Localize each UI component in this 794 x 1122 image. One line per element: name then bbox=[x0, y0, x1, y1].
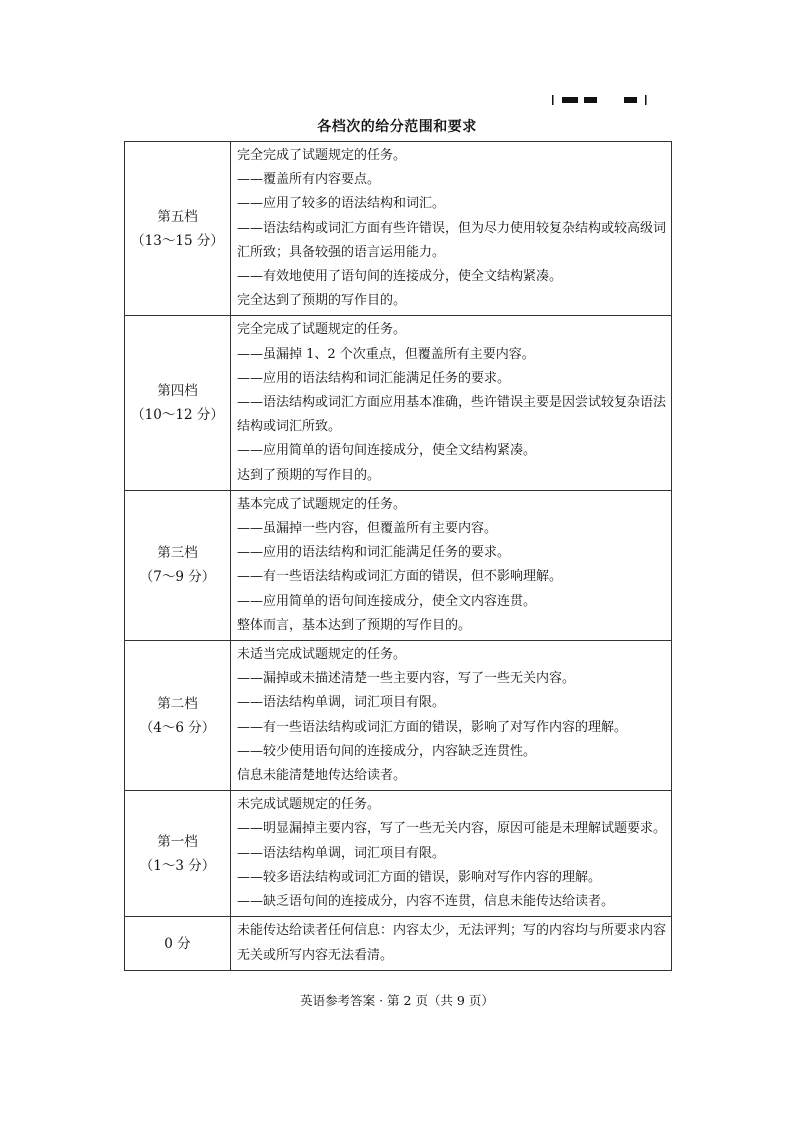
rubric-row-level-0 bbox=[125, 917, 672, 970]
level-description bbox=[231, 917, 672, 970]
description-line: 未适当完成试题规定的任务。 bbox=[237, 647, 407, 663]
level-cell bbox=[125, 142, 231, 316]
description-line: 完全完成了试题规定的任务。 bbox=[237, 322, 407, 338]
rubric-row-level-3 bbox=[125, 490, 672, 640]
level-cell bbox=[125, 490, 231, 640]
description-line: ——应用了较多的语法结构和词汇。 bbox=[237, 196, 446, 212]
description-line: ——漏掉或未描述清楚一些主要内容，写了一些无关内容。 bbox=[237, 671, 576, 687]
level-name: 第一档 bbox=[157, 833, 198, 850]
description-line: ——应用简单的语句间连接成分，使全文结构紧凑。 bbox=[237, 443, 537, 459]
description-line: 未能传达给读者任何信息：内容太少，无法评判；写的内容均与所要求内容无关或所写内容无法看清。 bbox=[237, 923, 667, 963]
description-line: ——较少使用语句间的连接成分，内容缺乏连贯性。 bbox=[237, 743, 537, 759]
level-name: 第四档 bbox=[157, 383, 198, 400]
level-score-range: （1～3 分） bbox=[139, 857, 216, 874]
rubric-row-level-5 bbox=[125, 142, 672, 316]
description-line: 达到了预期的写作目的。 bbox=[237, 467, 381, 483]
level-score-range: （13～15 分） bbox=[131, 232, 224, 249]
description-line: 整体而言，基本达到了预期的写作目的。 bbox=[237, 617, 472, 633]
description-line: ——明显漏掉主要内容，写了一些无关内容，原因可能是未理解试题要求。 bbox=[237, 821, 667, 837]
level-score-range: （10～12 分） bbox=[131, 407, 224, 424]
level-cell bbox=[125, 316, 231, 490]
description-line: 信息未能清楚地传达给读者。 bbox=[237, 768, 407, 784]
scoring-rubric-table bbox=[124, 141, 672, 971]
description-line: ——有效地使用了语句间的连接成分，使全文结构紧凑。 bbox=[237, 269, 563, 285]
description-line: ——应用简单的语句间连接成分，使全文内容连贯。 bbox=[237, 593, 537, 609]
description-line: 完全达到了预期的写作目的。 bbox=[237, 293, 407, 309]
description-line: ——虽漏掉一些内容，但覆盖所有主要内容。 bbox=[237, 521, 498, 537]
rubric-row-level-4 bbox=[125, 316, 672, 490]
level-score-range: （4～6 分） bbox=[139, 719, 216, 736]
level-cell bbox=[125, 917, 231, 970]
description-line: ——语法结构单调，词汇项目有限。 bbox=[237, 695, 446, 711]
header-barcode-mark bbox=[552, 94, 652, 106]
description-line: ——语法结构或词汇方面应用基本准确，些许错误主要是因尝试较复杂语法结构或词汇所致。 bbox=[237, 395, 667, 435]
description-line: ——覆盖所有内容要点。 bbox=[237, 172, 381, 188]
level-name: 第五档 bbox=[157, 208, 198, 225]
page-title: 各档次的给分范围和要求 bbox=[317, 119, 477, 135]
description-line: 基本完成了试题规定的任务。 bbox=[237, 496, 407, 512]
description-line: 完全完成了试题规定的任务。 bbox=[237, 148, 407, 163]
description-line: 未完成试题规定的任务。 bbox=[237, 797, 381, 813]
level-cell bbox=[125, 641, 231, 791]
description-line: ——应用的语法结构和词汇能满足任务的要求。 bbox=[237, 370, 511, 386]
description-line: ——较多语法结构或词汇方面的错误，影响对写作内容的理解。 bbox=[237, 869, 602, 885]
description-line: ——应用的语法结构和词汇能满足任务的要求。 bbox=[237, 545, 511, 561]
level-name: 第三档 bbox=[157, 545, 198, 562]
description-line: ——语法结构或词汇方面有些许错误，但为尽力使用较复杂结构或较高级词汇所致；具备较强的语言运用能力。 bbox=[237, 220, 667, 260]
level-name: 0 分 bbox=[164, 935, 191, 952]
level-description bbox=[231, 316, 672, 490]
level-description bbox=[231, 490, 672, 640]
page-footer: 英语参考答案 · 第 2 页（共 9 页） bbox=[300, 993, 494, 1008]
level-name: 第二档 bbox=[157, 695, 198, 712]
level-description bbox=[231, 791, 672, 917]
description-line: ——虽漏掉 1、2 个次重点，但覆盖所有主要内容。 bbox=[237, 346, 535, 362]
level-description bbox=[231, 641, 672, 791]
level-description bbox=[231, 142, 672, 316]
level-cell bbox=[125, 791, 231, 917]
description-line: ——缺乏语句间的连接成分，内容不连贯，信息未能传达给读者。 bbox=[237, 894, 615, 910]
rubric-row-level-1 bbox=[125, 791, 672, 917]
description-line: ——有一些语法结构或词汇方面的错误，但不影响理解。 bbox=[237, 569, 563, 585]
description-line: ——有一些语法结构或词汇方面的错误，影响了对写作内容的理解。 bbox=[237, 719, 628, 735]
level-score-range: （7～9 分） bbox=[139, 569, 216, 586]
rubric-row-level-2 bbox=[125, 641, 672, 791]
description-line: ——语法结构单调，词汇项目有限。 bbox=[237, 845, 446, 861]
